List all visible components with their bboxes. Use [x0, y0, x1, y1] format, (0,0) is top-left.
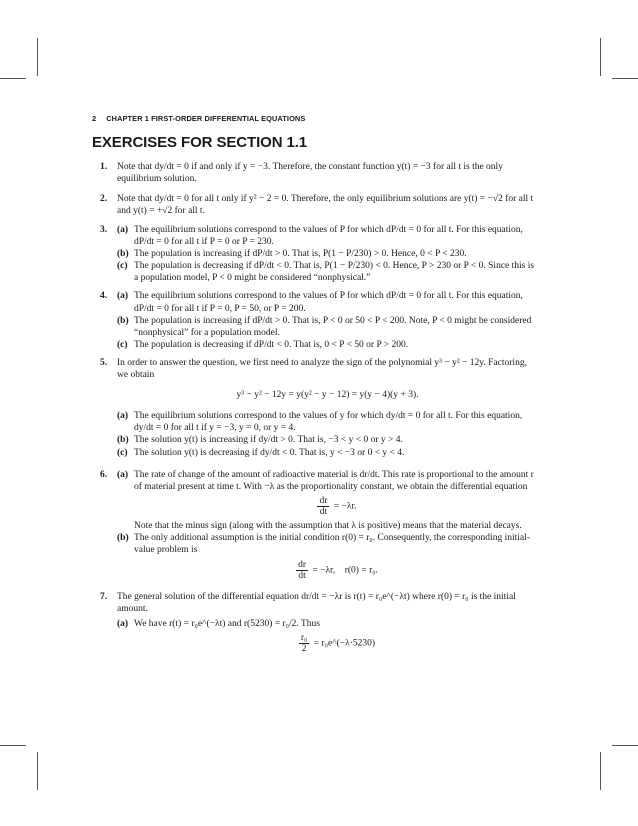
part-text: The rate of change of the amount of radioactive material is dr/dt. This rate is proportional to the amount r of material present at time t. With −λ as the proportionality constant, we obtain the differential equation — [134, 469, 534, 492]
exercise-intro: In order to answer the question, we first need to analyze the sign of the polynomial y³ − y² − 12y. Factoring, we obtain — [117, 357, 527, 381]
exercise-part-c — [117, 339, 538, 351]
part-label: (a) — [117, 291, 129, 302]
exercise-7 — [92, 591, 538, 654]
derivative-fraction — [296, 560, 308, 581]
part-text: The population is decreasing if dP/dt < 0. That is, P(1 − P/230) < 0. Hence, P > 230 or P < 0. Since this is a population model, P < 0 might be considered “nonphysical.” — [134, 261, 535, 284]
part-label: (b) — [117, 315, 129, 326]
decay-equation — [134, 496, 538, 517]
exercise-part-b — [117, 434, 538, 446]
part-text: The equilibrium solutions correspond to the values of y for which dy/dt = 0 for all t. For this equation, dy/dt = 0 for all t if y = −3, y = 0, or y = 4. — [134, 411, 523, 434]
exercise-part-b — [117, 315, 538, 339]
crop-mark — [600, 38, 601, 76]
exercise-text: The general solution of the differential equation dr/dt = −λr is r(t) = r₀e^(−λt) where r(0) = r₀ is the initial amount. — [117, 592, 516, 615]
exercise-text: Note that dy/dt = 0 if and only if y = −3. Therefore, the constant function y(t) = −3 for all t is the only equilibrium solution. — [117, 162, 503, 185]
part-label: (c) — [117, 339, 128, 350]
exercise-6 — [92, 469, 538, 581]
part-text: We have r(t) = r₀e^(−λt) and r(5230) = r₀/2. Thus — [134, 619, 320, 630]
part-label: (b) — [117, 435, 129, 446]
exercise-3 — [92, 224, 538, 284]
exercise-text: Note that dy/dt = 0 for all t only if y² − 2 = 0. Therefore, the only equilibrium solutions are y(t) = −√2 for all t and y(t) = +√2 for all t. — [117, 194, 534, 217]
exercise-number: 7. — [100, 592, 108, 603]
fraction-numerator: r₀ — [300, 633, 308, 644]
part-label: (a) — [117, 411, 129, 422]
part-text: The equilibrium solutions correspond to the values of P for which dP/dt = 0 for all t. For this equation, dP/dt = 0 for all t if P = 0, P = 50, or P = 200. — [134, 291, 523, 314]
part-label: (a) — [117, 469, 129, 480]
part-text: The equilibrium solutions correspond to the values of P for which dP/dt = 0 for all t. For this equation, dP/dt = 0 for all t if P = 0 or P = 230. — [134, 225, 523, 248]
exercise-part-b — [117, 248, 538, 260]
fraction-denominator: dt — [319, 506, 328, 517]
exercise-number: 5. — [100, 357, 108, 368]
part-text: The solution y(t) is increasing if dy/dt > 0. That is, −3 < y < 0 or y > 4. — [134, 435, 403, 446]
section-title: EXERCISES FOR SECTION 1.1 — [92, 134, 308, 151]
crop-mark — [0, 78, 26, 79]
exercise-1 — [92, 161, 538, 186]
half-life-equation — [134, 633, 538, 654]
crop-mark — [612, 78, 638, 79]
part-label: (b) — [117, 532, 129, 543]
exercise-part-a — [117, 224, 538, 248]
exercise-part-c — [117, 447, 538, 459]
crop-mark — [0, 745, 26, 746]
part-text: The only additional assumption is the initial condition r(0) = r₀. Consequently, the corresponding initial-value problem is — [134, 532, 530, 555]
exercise-part-a — [117, 290, 538, 314]
equation-rhs: = −λr. — [333, 501, 357, 512]
initial-value-problem — [134, 560, 538, 581]
fraction-numerator: dr — [298, 560, 306, 571]
part-text: The population is decreasing if dP/dt < 0. That is, 0 < P < 50 or P > 200. — [134, 339, 409, 350]
part-text: The population is increasing if dP/dt > 0. That is, P < 0 or 50 < P < 200. Note, P < 0 might be considered “nonphysical” for a population model. — [134, 315, 532, 338]
exercise-part-a — [117, 618, 538, 654]
equation-rhs: = −λr, r(0) = r₀. — [312, 565, 378, 576]
exercise-number: 3. — [100, 225, 108, 235]
part-label: (b) — [117, 249, 129, 260]
exercise-part-a — [117, 410, 538, 434]
page-number: 2 — [92, 114, 97, 123]
exercise-2 — [92, 193, 538, 218]
exercise-5 — [92, 357, 538, 459]
crop-mark — [37, 752, 38, 790]
fraction-denominator: 2 — [301, 644, 307, 655]
factored-polynomial-equation: y³ − y² − 12y = y(y² − y − 12) = y(y − 4)(y + 3). — [236, 390, 419, 401]
exercise-number: 6. — [100, 469, 108, 480]
part-text: The solution y(t) is decreasing if dy/dt < 0. That is, y < −3 or 0 < y < 4. — [134, 447, 405, 458]
part-label: (c) — [117, 261, 128, 272]
half-amount-fraction — [299, 633, 309, 654]
exercise-part-b — [117, 532, 538, 581]
exercise-4 — [92, 290, 538, 350]
part-note: Note that the minus sign (along with the assumption that λ is positive) means that the material decays. — [134, 520, 522, 531]
crop-mark — [600, 752, 601, 790]
exercise-number: 4. — [100, 291, 108, 302]
exercise-part-c — [117, 260, 538, 284]
exercise-number: 1. — [100, 162, 108, 172]
running-head — [92, 114, 305, 123]
chapter-title: CHAPTER 1 FIRST-ORDER DIFFERENTIAL EQUATIONS — [106, 114, 306, 123]
crop-mark — [37, 38, 38, 76]
fraction-denominator: dt — [298, 571, 306, 582]
part-text: The population is increasing if dP/dt > 0. That is, P(1 − P/230) > 0. Hence, 0 < P < 230. — [134, 249, 467, 260]
part-label: (c) — [117, 447, 128, 458]
part-label: (a) — [117, 619, 129, 630]
exercise-list — [92, 161, 538, 654]
equation-rhs: = r₀e^(−λ·5230) — [313, 639, 376, 650]
derivative-fraction — [317, 496, 329, 517]
fraction-numerator: dr — [319, 495, 328, 506]
exercise-part-a — [117, 469, 538, 532]
part-label: (a) — [117, 225, 129, 235]
exercise-number: 2. — [100, 194, 108, 204]
crop-mark — [612, 745, 638, 746]
